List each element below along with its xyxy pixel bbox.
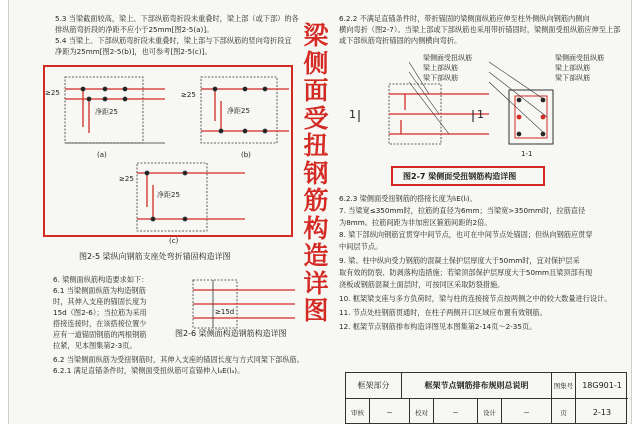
section-label: 1-1 [521, 150, 533, 158]
text-line: 净距为25mm[图2-5(b)]，也可参考[图2-5(c)]。 [55, 47, 212, 56]
text-line: 为8mm。拉筋间距为非加密区箍筋间距的2倍。 [339, 218, 492, 227]
signature-review: ~ [370, 399, 410, 424]
figure-2-7-label: 梁侧面受扭纵筋 [555, 54, 604, 62]
figure-2-5b-spacing: 净距25 [227, 107, 250, 115]
document-page [8, 0, 632, 424]
text-line: 拉紧，见本图集第2-3页。 [53, 341, 137, 350]
section-mark-left: 1 [349, 108, 356, 121]
text-line: 6.2.2 不满足直锚条件时，带折锚固的梁侧面纵筋应伸至柱外侧纵向钢筋内侧向 [339, 14, 590, 23]
figure-2-5b-dim: ≥25 [181, 91, 196, 99]
text-line: 5.3 当梁截面较高，梁上、下部纵筋弯折段未重叠时，梁上部（或下部）的各 [55, 14, 299, 23]
figure-2-7-label: 梁上部纵筋 [555, 64, 590, 72]
figure-2-5a-dim: ≥25 [45, 89, 60, 97]
title-block-title: 框架节点钢筋排布规则总说明 [402, 373, 552, 399]
figure-2-7-label: 梁下部纵筋 [555, 74, 590, 82]
title-block-review-label: 审核 [346, 399, 370, 424]
text-line: 8. 梁下部纵向钢筋宜贯穿中间节点，也可在中间节点处锚固；但纵向钢筋应贯穿 [339, 230, 593, 239]
text-line: 6.2 当梁侧面纵筋为受扭钢筋时，其伸入支座的锚固长度与方式同架下部纵筋。 [53, 355, 304, 364]
text-line: 15d（图2-6）；当拉筋为采用 [53, 308, 147, 317]
title-block-design-label: 设计 [478, 399, 502, 424]
text-line: 时，其伸入支座的锚固长度为 [53, 297, 147, 306]
figure-2-5c-label: (c) [169, 237, 179, 245]
figure-2-6-dim: ≥15d [215, 308, 235, 316]
text-line: 搭接连接时，在该搭接位置少 [53, 319, 147, 328]
figure-2-7-caption: 图2-7 梁侧面受扭钢筋构造详图 [403, 172, 517, 181]
text-line: 或下部纵筋弯折锚固的内侧横向弯折。 [339, 36, 462, 45]
vertical-title: 梁侧面受扭钢筋构造详图 [303, 21, 329, 325]
figure-2-5a-label: (a) [97, 151, 107, 159]
title-block-check-label: 校对 [410, 399, 434, 424]
text-line: 6. 梁侧面纵筋构造要求如下： [53, 275, 149, 284]
title-block-atlas-number: 18G901-1 [576, 373, 628, 399]
figure-2-7-label: 梁侧面受扭纵筋 [423, 54, 472, 62]
text-line: 11. 节点处柱钢筋贯通时，在柱子两侧开口区域应布置有效钢筋。 [339, 308, 547, 317]
text-line: 12. 框架节点钢筋排布构造详图见本图集第2-14页～2-35页。 [339, 322, 537, 331]
figure-2-7-label: 梁上部纵筋 [423, 64, 458, 72]
figure-2-7-label: 梁下部纵筋 [423, 74, 458, 82]
section-mark-right: 1 [477, 108, 484, 121]
figure-2-5-drawing [45, 67, 291, 247]
text-line: 中间层节点。 [339, 242, 383, 251]
figure-2-5a-spacing: 净距25 [95, 108, 118, 116]
figure-2-6-drawing [185, 276, 305, 332]
title-block-page-label: 页 [552, 399, 576, 424]
figure-2-6-caption: 图2-6 梁侧面构造钢筋构造详图 [175, 329, 287, 338]
figure-2-5-caption: 图2-5 梁纵向钢筋支座处弯折锚固构造详图 [79, 252, 231, 261]
signature-design: ~ [502, 399, 552, 424]
text-line: 5.4 当梁上、下部纵筋弯折段未重叠时，梁上部与下部纵筋的竖向弯折段宜 [55, 36, 292, 45]
text-line: 7. 当梁宽≤350mm时，拉筋的直径为6mm；当梁宽>350mm时，拉筋直径 [339, 206, 586, 215]
signature-check: ~ [434, 399, 478, 424]
text-line: 浇板或钢筋混凝土面层时，可按同区采取防裂措施。 [339, 280, 505, 289]
figure-2-5c [137, 163, 245, 231]
text-line: 排纵筋弯折段的净距不应小于25mm[图2-5(a)]。 [55, 25, 214, 34]
title-block [345, 372, 627, 424]
figure-2-7-drawing [339, 50, 629, 160]
figure-2-5c-dim: ≥25 [119, 175, 134, 183]
figure-2-5b-label: (b) [241, 151, 251, 159]
title-block-part: 框架部分 [346, 373, 402, 399]
text-line: 10. 框架梁支座与多方负荷时，梁与柱的连接接节点按两侧之中的较大数量进行设计。 [339, 294, 612, 303]
text-line: 取有效的防裂、防剥落构造措施；若梁顶部保护层厚度大于50mm且梁顶部有现 [339, 268, 593, 277]
text-line: 6.2.1 满足直锚条件时，梁侧面受扭纵筋可直锚伸入lₐE(lₐ)。 [53, 366, 245, 375]
text-line: 6.2.3 梁侧面受扭钢筋的搭接长度为lₗE(lₗ)。 [339, 194, 477, 203]
figure-2-5c-spacing: 净距25 [157, 191, 180, 199]
text-line: 9. 梁、柱中纵向受力钢筋的混凝土保护层厚度大于50mm时，宜对保护层采 [339, 256, 580, 265]
title-block-atlas-label: 图集号 [552, 373, 576, 399]
text-line: 应有一道锚固钢筋的两根钢筋 [53, 330, 147, 339]
text-line: 横向弯折（图2-7）。当梁上部或下部纵筋也采用带折锚固时，梁侧面受扭纵筋应伸至上部 [339, 25, 621, 34]
title-block-page-number: 2-13 [592, 407, 612, 417]
text-line: 6.1 当梁侧面纵筋为构造钢筋 [53, 286, 146, 295]
